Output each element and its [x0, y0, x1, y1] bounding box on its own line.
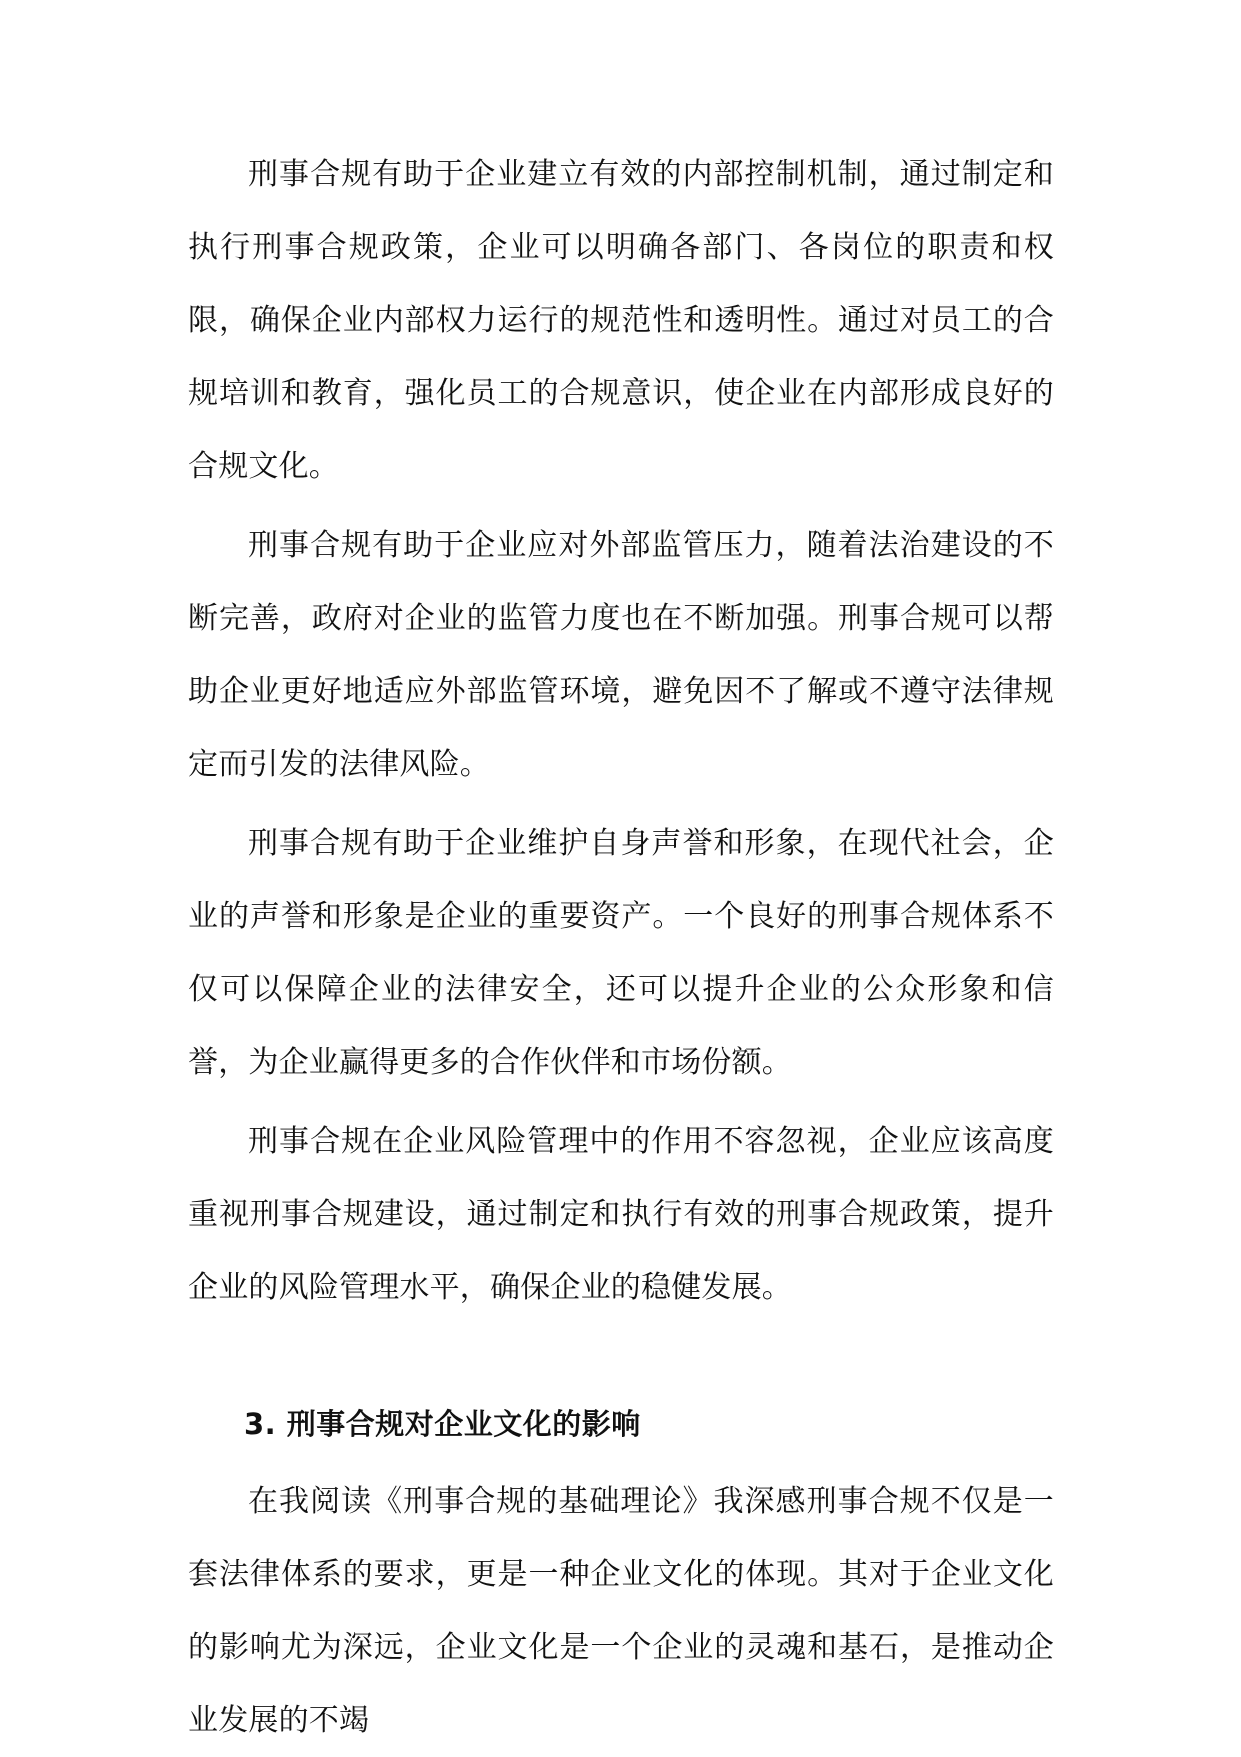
document-body — [188, 138, 1054, 1757]
paragraph-internal-control: 刑事合规有助于企业建立有效的内部控制机制，通过制定和执行刑事合规政策，企业可以明确各部门、各岗位的职责和权限，确保企业内部权力运行的规范性和透明性。通过对员工的合规培训和教育，强化员工的合规意识，使企业在内部形成良好的合规文化。 — [188, 157, 1054, 484]
paragraph-risk-management-summary: 刑事合规在企业风险管理中的作用不容忽视，企业应该高度重视刑事合规建设，通过制定和执行有效的刑事合规政策，提升企业的风险管理水平，确保企业的稳健发展。 — [188, 1124, 1054, 1305]
paragraph-reputation: 刑事合规有助于企业维护自身声誉和形象，在现代社会，企业的声誉和形象是企业的重要资产。一个良好的刑事合规体系不仅可以保障企业的法律安全，还可以提升企业的公众形象和信誉，为企业赢得更多的合作伙伴和市场份额。 — [188, 826, 1054, 1080]
paragraph-corporate-culture: 在我阅读《刑事合规的基础理论》我深感刑事合规不仅是一套法律体系的要求，更是一种企业文化的体现。其对于企业文化的影响尤为深远，企业文化是一个企业的灵魂和基石，是推动企业发展的不竭 — [188, 1484, 1054, 1738]
section-heading: 3. 刑事合规对企业文化的影响 — [244, 1407, 641, 1441]
paragraph-external-regulation: 刑事合规有助于企业应对外部监管压力，随着法治建设的不断完善，政府对企业的监管力度也在不断加强。刑事合规可以帮助企业更好地适应外部监管环境，避免因不了解或不遵守法律规定而引发的法律风险。 — [188, 528, 1054, 782]
